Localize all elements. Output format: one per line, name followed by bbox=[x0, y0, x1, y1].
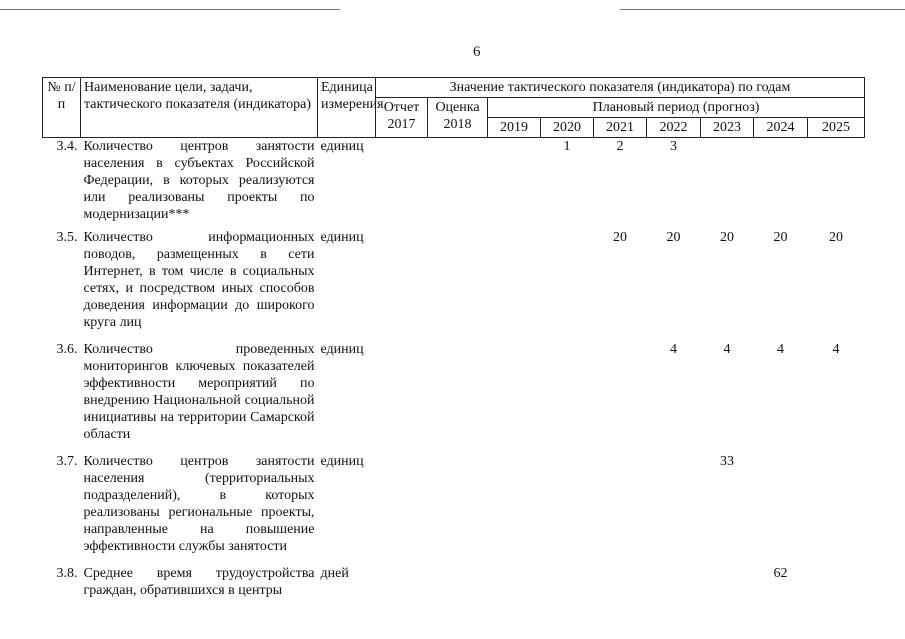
value-2022 bbox=[647, 565, 701, 615]
value-2025 bbox=[808, 453, 865, 565]
scan-edge-line-left bbox=[0, 9, 340, 10]
value-2024 bbox=[754, 138, 808, 230]
row-name: Количество центров занятости населения (территориальных подразделений), в которых реализованы региональные проекты, направленные на повышение эффективности службы занятости bbox=[83, 454, 315, 554]
value-2023: 4 bbox=[723, 342, 731, 357]
value-2019 bbox=[488, 138, 541, 230]
header-unit: Единица измерения bbox=[318, 78, 376, 138]
value-2017 bbox=[376, 138, 428, 230]
value-2017 bbox=[376, 229, 428, 341]
value-2022: 4 bbox=[670, 342, 677, 357]
header-year: 2021 bbox=[594, 118, 647, 138]
value-2023 bbox=[701, 138, 754, 230]
table-row bbox=[43, 229, 865, 341]
header-group: Значение тактического показателя (индикатора) по годам bbox=[376, 78, 865, 98]
value-2025 bbox=[808, 138, 865, 230]
row-name: Количество проведенных мониторингов ключевых показателей эффективности мероприятий по внедрению Национальной социальной инициативы на территории Самарской области bbox=[83, 342, 315, 442]
table-row bbox=[43, 138, 865, 230]
value-2020 bbox=[541, 341, 594, 453]
table-row bbox=[43, 565, 865, 615]
header-estimate: Оценка 2018 bbox=[428, 98, 488, 138]
header-year: 2020 bbox=[541, 118, 594, 138]
value-2018 bbox=[428, 138, 488, 230]
table-row bbox=[43, 453, 865, 565]
value-2020 bbox=[541, 229, 594, 341]
row-unit: дней bbox=[320, 566, 349, 581]
header-year: 2024 bbox=[754, 118, 808, 138]
value-2018 bbox=[428, 453, 488, 565]
value-2022: 3 bbox=[670, 139, 677, 154]
value-2017 bbox=[376, 565, 428, 615]
value-2019 bbox=[488, 453, 541, 565]
value-2020 bbox=[541, 565, 594, 615]
value-2021: 2 bbox=[616, 139, 624, 154]
value-2025: 4 bbox=[832, 342, 840, 357]
value-2018 bbox=[428, 229, 488, 341]
row-number: 3.5. bbox=[56, 230, 78, 245]
row-name: Среднее время трудоустройства граждан, обратившихся в центры bbox=[83, 566, 315, 598]
table-row bbox=[43, 341, 865, 453]
row-number: 3.8. bbox=[56, 566, 78, 581]
row-number: 3.7. bbox=[56, 454, 78, 469]
row-number: 3.6. bbox=[56, 342, 78, 357]
header-year: 2022 bbox=[647, 118, 701, 138]
header-planned: Плановый период (прогноз) bbox=[488, 98, 865, 118]
value-2021: 20 bbox=[613, 230, 627, 245]
scan-edge-line-right bbox=[620, 9, 905, 10]
row-unit: единиц bbox=[320, 230, 364, 245]
value-2022 bbox=[647, 453, 701, 565]
value-2018 bbox=[428, 341, 488, 453]
value-2023 bbox=[701, 565, 754, 615]
value-2017 bbox=[376, 341, 428, 453]
value-2021 bbox=[594, 453, 647, 565]
row-name: Количество центров занятости населения в субъектах Российской Федерации, в которых реализуются или реализованы проекты по модернизации*** bbox=[83, 139, 315, 222]
value-2024: 62 bbox=[773, 566, 788, 581]
value-2024 bbox=[754, 453, 808, 565]
value-2025 bbox=[808, 565, 865, 615]
value-2018 bbox=[428, 565, 488, 615]
row-unit: единиц bbox=[320, 342, 364, 357]
indicator-table bbox=[42, 77, 865, 615]
header-report: Отчет 2017 bbox=[376, 98, 428, 138]
header-year: 2023 bbox=[701, 118, 754, 138]
value-2020 bbox=[541, 453, 594, 565]
value-2019 bbox=[488, 229, 541, 341]
value-2023: 20 bbox=[720, 230, 734, 245]
value-2021 bbox=[594, 565, 647, 615]
value-2025: 20 bbox=[829, 230, 843, 245]
value-2019 bbox=[488, 341, 541, 453]
value-2020: 1 bbox=[563, 139, 571, 154]
row-unit: единиц bbox=[320, 139, 364, 154]
header-year: 2019 bbox=[488, 118, 541, 138]
page-number: 6 bbox=[473, 44, 481, 60]
value-2023: 33 bbox=[720, 454, 734, 469]
value-2024: 4 bbox=[777, 342, 784, 357]
header-num: № п/п bbox=[43, 78, 81, 138]
value-2021 bbox=[594, 341, 647, 453]
row-number: 3.4. bbox=[56, 139, 78, 154]
header-year: 2025 bbox=[808, 118, 865, 138]
header-name: Наименование цели, задачи, тактического показателя (индикатора) bbox=[81, 78, 318, 138]
value-2017 bbox=[376, 453, 428, 565]
value-2022: 20 bbox=[666, 230, 681, 245]
row-unit: единиц bbox=[320, 454, 364, 469]
value-2019 bbox=[488, 565, 541, 615]
value-2024: 20 bbox=[773, 230, 788, 245]
row-name: Количество информационных поводов, размещенных в сети Интернет, в том числе в социальных сетях, и посредством иных способов доведения информации до широкого круга лиц bbox=[83, 230, 315, 330]
